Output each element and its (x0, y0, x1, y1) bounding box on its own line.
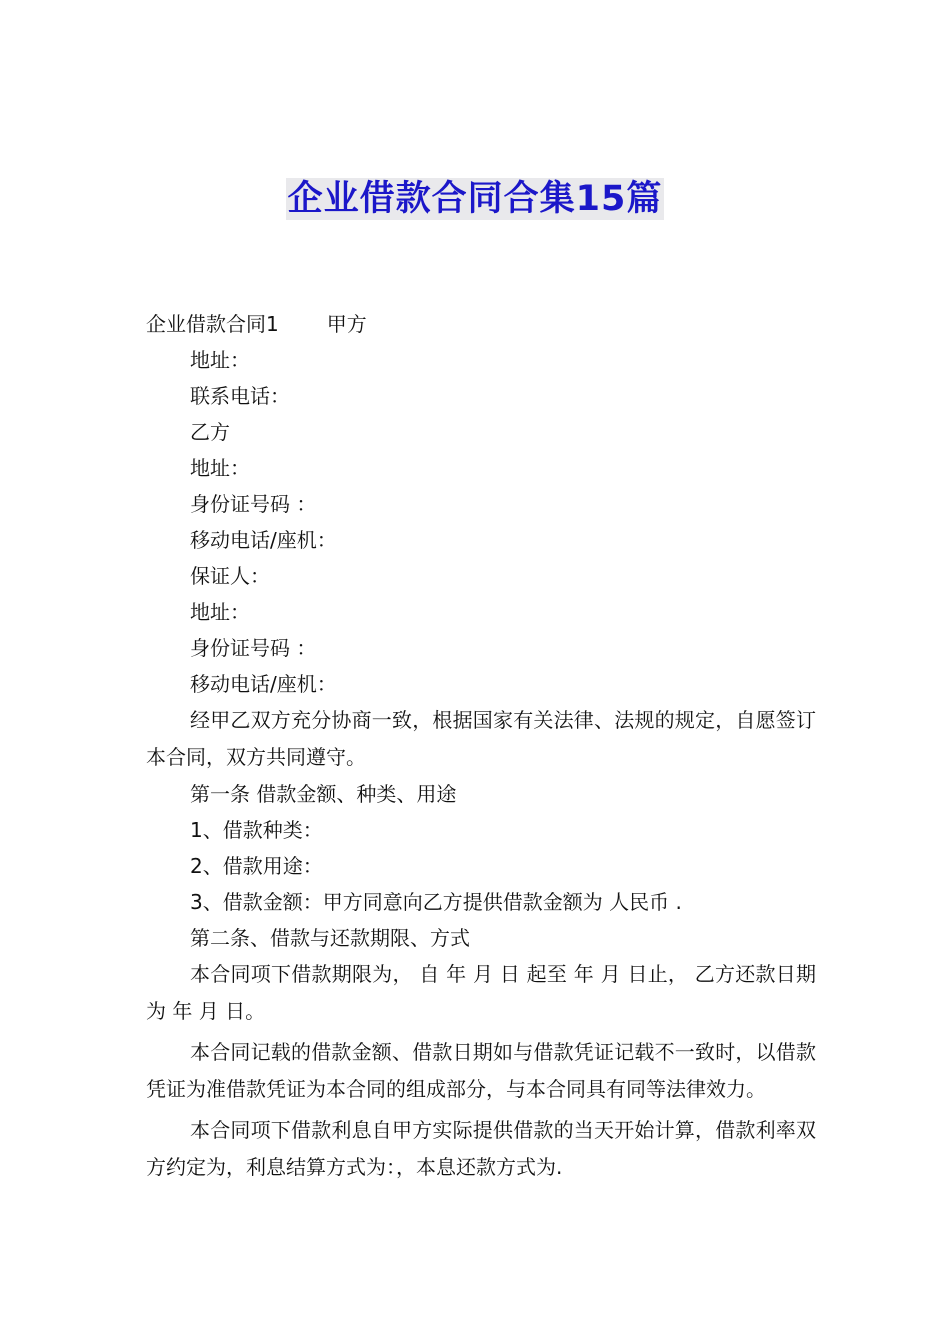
title-area (0, 178, 950, 220)
voucher-paragraph: 本合同记载的借款金额、借款日期如与借款凭证记载不一致时，以借款凭证为准借款凭证为本合同的组成部分，与本合同具有同等法律效力。 (146, 1040, 816, 1101)
article-1-item-2: 2、借款用途： (190, 854, 323, 878)
document-body (146, 306, 816, 1186)
guarantor-address: 地址： (190, 600, 250, 624)
party-a-address: 地址： (190, 348, 250, 372)
contract-heading-line (146, 306, 816, 342)
intro-paragraph: 经甲乙双方充分协商一致，根据国家有关法律、法规的规定，自愿签订本合同，双方共同遵守。 (146, 708, 816, 769)
party-b-id-number: 身份证号码 ： (190, 492, 317, 516)
article-1-item-1: 1、借款种类： (190, 818, 323, 842)
contract-heading: 企业借款合同1 (146, 312, 279, 336)
party-b-label: 乙方 (190, 420, 230, 444)
document-title: 企业借款合同合集15篇 (287, 179, 663, 219)
interest-paragraph: 本合同项下借款利息自甲方实际提供借款的当天开始计算，借款利率双方约定为，利息结算方式为：，本息还款方式为. (146, 1118, 816, 1179)
party-b-address: 地址： (190, 456, 250, 480)
article-2-heading: 第二条、借款与还款期限、方式 (190, 926, 470, 950)
guarantor-id-number: 身份证号码 ： (190, 636, 317, 660)
party-a-label: 甲方 (326, 312, 367, 336)
party-b-mobile: 移动电话/座机： (190, 528, 337, 552)
guarantor-label: 保证人： (190, 564, 270, 588)
party-a-phone: 联系电话： (190, 384, 290, 408)
term-paragraph: 本合同项下借款期限为， 自 年 月 日 起至 年 月 日止， 乙方还款日期为 年 月 日。 (146, 962, 816, 1023)
article-1-heading: 第一条 借款金额、种类、用途 (190, 782, 457, 806)
article-1-item-3: 3、借款金额：甲方同意向乙方提供借款金额为 人民币 . (190, 890, 682, 914)
guarantor-mobile: 移动电话/座机： (190, 672, 337, 696)
